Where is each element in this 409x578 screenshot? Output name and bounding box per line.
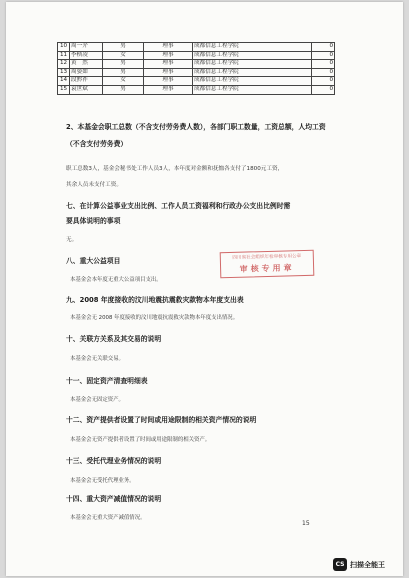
sec8-body: 本基金会本年度无重大公益项目支出。 (70, 277, 162, 283)
camscanner-logo-icon: CS (333, 558, 347, 571)
table-row (58, 68, 335, 77)
member-org: 成都信息工程学院 (193, 77, 312, 86)
member-role: 理事 (144, 77, 193, 86)
member-gender: 女 (103, 51, 144, 60)
member-gender: 男 (103, 85, 144, 94)
table-row (58, 51, 335, 60)
sec8-heading: 八、重大公益项目 (66, 257, 121, 265)
sec10-body: 本基金会无关联交易。 (70, 356, 124, 362)
member-amount: 0 (312, 68, 335, 77)
member-amount: 0 (312, 51, 335, 60)
row-number: 14 (58, 77, 70, 86)
member-amount: 0 (312, 85, 335, 94)
scanner-watermark (333, 558, 385, 571)
table-row (58, 77, 335, 86)
member-amount: 0 (312, 77, 335, 86)
member-role: 理事 (144, 51, 193, 60)
sec10-heading: 十、关联方关系及其交易的说明 (66, 335, 162, 343)
document-page (6, 2, 403, 576)
row-number: 10 (58, 43, 70, 52)
page-number: 15 (302, 520, 310, 527)
row-number: 11 (58, 51, 70, 60)
sec2-heading-cont: （不含支付劳务费） (66, 140, 128, 148)
sec14-heading: 十四、重大资产减值情况的说明 (66, 495, 162, 503)
member-org: 成都信息工程学院 (193, 85, 312, 94)
member-gender: 男 (103, 60, 144, 69)
member-org: 成都信息工程学院 (193, 68, 312, 77)
member-table (57, 42, 335, 95)
member-org: 成都信息工程学院 (193, 60, 312, 69)
sec2-body-line1: 职工总数3人，基金会秘书处工作人员3人，本年度对金额和抚恤各支付了1800元工资， (66, 166, 284, 172)
table-row (58, 43, 335, 52)
member-name: 李桢凌 (70, 51, 103, 60)
member-name: 周晏如 (70, 68, 103, 77)
sec13-heading: 十三、受托代理业务情况的说明 (66, 457, 162, 465)
member-amount: 0 (312, 43, 335, 52)
sec11-body: 本基金会无固定资产。 (70, 397, 124, 403)
row-number: 13 (58, 68, 70, 77)
sec7-heading-line2: 要具体说明的事项 (66, 217, 121, 225)
member-org: 成都信息工程学院 (193, 43, 312, 52)
member-amount: 0 (312, 60, 335, 69)
member-org: 成都信息工程学院 (193, 51, 312, 60)
row-number: 12 (58, 60, 70, 69)
sec13-body: 本基金会无受托代理业务。 (70, 478, 135, 484)
member-role: 理事 (144, 43, 193, 52)
table-row (58, 60, 335, 69)
sec7-body: 无。 (66, 237, 78, 243)
sec2-heading: 2、本基金会职工总数（不含支付劳务费人数），各部门职工数量，工资总额，人均工资 (66, 123, 326, 131)
table-row (58, 85, 335, 94)
sec7-heading-line1: 七、在计算公益事业支出比例、工作人员工资福利和行政办公支出比例时需 (66, 202, 291, 210)
sec12-heading: 十二、资产提供者设置了时间或用途限制的相关资产情况的说明 (66, 416, 257, 424)
row-number: 15 (58, 85, 70, 94)
member-name: 周一介 (70, 43, 103, 52)
member-role: 理事 (144, 85, 193, 94)
audit-stamp (220, 250, 315, 278)
member-name: 段黔祚 (70, 77, 103, 86)
sec2-body-line2: 其余人员未支付工资。 (66, 182, 122, 188)
sec11-heading: 十一、固定资产清查明细表 (66, 377, 148, 385)
member-role: 理事 (144, 60, 193, 69)
member-role: 理事 (144, 68, 193, 77)
member-name: 黄 然 (70, 60, 103, 69)
member-gender: 女 (103, 77, 144, 86)
member-gender: 男 (103, 43, 144, 52)
member-gender: 男 (103, 68, 144, 77)
stamp-bottom-text: 审核专用章 (239, 263, 295, 274)
stamp-top-text: 四川省社会组织年检审核专用公章 (232, 254, 302, 261)
sec12-body: 本基金会无资产提供者设置了时间或用途限制的相关资产。 (70, 437, 211, 443)
member-name: 袁世斌 (70, 85, 103, 94)
sec14-body: 本基金会无重大资产减值情况。 (70, 515, 146, 521)
sec9-heading: 九、2008 年度接收的汶川地震抗震救灾款物本年度支出表 (66, 296, 244, 304)
sec9-body: 本基金会无 2008 年度接收的汶川地震抗震救灾款物本年度支出情况。 (70, 315, 239, 321)
scanner-label: 扫描全能王 (350, 560, 385, 569)
